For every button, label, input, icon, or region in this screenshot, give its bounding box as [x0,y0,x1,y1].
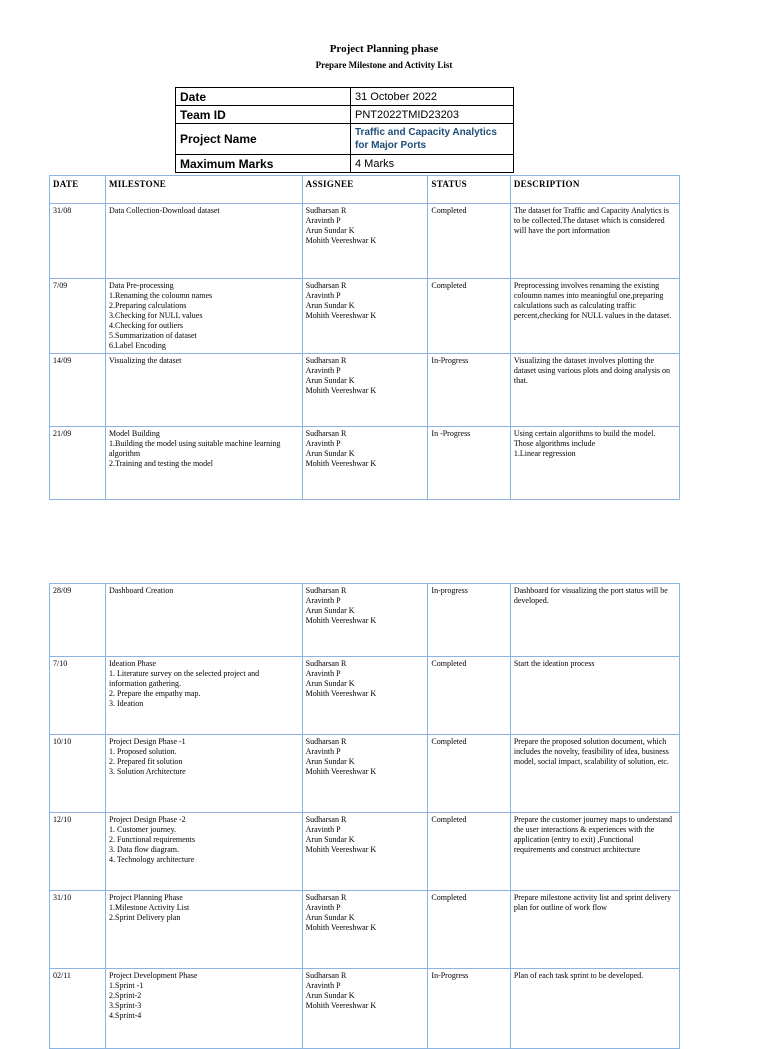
cell-assignee [302,279,428,354]
info-label: Team ID [176,106,351,124]
cell-date-text: 28/09 [53,586,72,595]
cell-milestone-text: Project Design Phase -1 1. Proposed solution. 2. Prepared fit solution 3. Solution Architecture [109,737,186,776]
cell-description [510,279,679,354]
cell-description-text: Using certain algorithms to build the model. Those algorithms include 1.Linear regression [513,429,656,458]
cell-milestone-text: Project Development Phase 1.Sprint -1 2.Sprint-2 3.Sprint-3 4.Sprint-4 [109,971,198,1020]
cell-description-text: Prepare milestone activity list and sprint delivery plan for outline of work flow [513,893,672,912]
cell-date [50,891,106,969]
cell-description [510,204,679,279]
cell-assignee [302,657,428,735]
milestone-rows-page2 [50,584,680,1049]
cell-status [428,657,510,735]
table-row [50,354,680,427]
cell-status-text: Completed [431,893,467,902]
cell-date-text: 12/10 [53,815,72,824]
cell-assignee [302,735,428,813]
table-row [50,427,680,500]
cell-description-text: Prepare the proposed solution document, which includes the novelty, feasibility of idea, business model, social impact, scalability of solution, etc. [513,737,669,766]
cell-date-text: 31/08 [53,206,72,215]
cell-date [50,427,106,500]
table-header-row [50,176,680,204]
cell-milestone [106,279,303,354]
table-row [50,735,680,813]
cell-date [50,735,106,813]
cell-status-text: Completed [431,815,467,824]
cell-status [428,735,510,813]
cell-assignee-text: Sudharsan R Aravinth P Arun Sundar K Mohith Veereshwar K [305,429,377,468]
cell-status [428,969,510,1049]
cell-status [428,427,510,500]
cell-milestone [106,735,303,813]
table-row [50,279,680,354]
cell-milestone [106,354,303,427]
cell-status-text: In -Progress [431,429,471,438]
cell-assignee [302,891,428,969]
page-subtitle: Prepare Milestone and Activity List [315,60,453,70]
column-header-milestone: MILESTONE [106,176,303,204]
cell-date [50,204,106,279]
cell-milestone [106,584,303,657]
table-row [50,584,680,657]
cell-milestone [106,657,303,735]
cell-date-text: 21/09 [53,429,72,438]
table-row [50,969,680,1049]
cell-date-text: 10/10 [53,737,72,746]
table-row [50,813,680,891]
cell-description-text: Plan of each task sprint to be developed. [513,971,644,980]
cell-milestone [106,427,303,500]
cell-assignee-text: Sudharsan R Aravinth P Arun Sundar K Mohith Veereshwar K [305,586,377,625]
column-header-status: STATUS [428,176,510,204]
cell-description-text: Dashboard for visualizing the port status will be developed. [513,586,668,605]
cell-assignee-text: Sudharsan R Aravinth P Arun Sundar K Mohith Veereshwar K [305,971,377,1010]
info-row-max-marks [176,155,514,173]
cell-assignee-text: Sudharsan R Aravinth P Arun Sundar K Mohith Veereshwar K [305,737,377,776]
cell-assignee [302,813,428,891]
cell-status [428,354,510,427]
cell-assignee [302,969,428,1049]
cell-date-text: 31/10 [53,893,72,902]
cell-description [510,354,679,427]
cell-assignee [302,427,428,500]
cell-milestone-text: Data Pre-processing 1.Renaming the coloumn names 2.Preparing calculations 3.Checking for NULL values 4.Checking for outliers 5.Summarization of dataset 6.Label Encoding [109,281,213,350]
cell-description [510,584,679,657]
cell-status [428,584,510,657]
cell-description [510,735,679,813]
cell-description-text: Preprocessing involves renaming the existing coloumn names into meaningful one,preparing calculations such as calculating traffic percent,checking for NULL values in the dataset. [513,281,672,320]
cell-description [510,813,679,891]
cell-milestone [106,891,303,969]
cell-status-text: In-Progress [431,356,469,365]
cell-assignee [302,204,428,279]
cell-assignee-text: Sudharsan R Aravinth P Arun Sundar K Mohith Veereshwar K [305,659,377,698]
cell-milestone-text: Model Building 1.Building the model using suitable machine learning algorithm 2.Training and testing the model [109,429,281,468]
cell-date-text: 7/09 [53,281,68,290]
cell-date [50,969,106,1049]
page-title: Project Planning phase [329,43,439,55]
cell-description [510,891,679,969]
info-label: Date [176,88,351,106]
cell-date [50,279,106,354]
cell-status-text: Completed [431,737,467,746]
cell-status-text: Completed [431,281,467,290]
cell-status [428,204,510,279]
cell-description-text: Prepare the customer journey maps to understand the user interactions & experiences with the application (entry to exit) ,Functional requirements and construct architecture [513,815,673,854]
cell-date-text: 14/09 [53,356,72,365]
cell-milestone-text: Visualizing the dataset [109,356,182,365]
cell-description-text: Start the ideation process [513,659,595,668]
info-value: PNT2022TMID23203 [351,106,514,124]
cell-date [50,354,106,427]
cell-assignee-text: Sudharsan R Aravinth P Arun Sundar K Mohith Veereshwar K [305,815,377,854]
milestone-table [49,175,680,500]
table-row [50,204,680,279]
milestone-table-continued [49,583,680,1049]
info-label: Project Name [176,124,351,155]
milestone-rows-page1 [50,204,680,500]
table-row [50,657,680,735]
info-row-date [176,88,514,106]
info-value: 31 October 2022 [351,88,514,106]
column-header-description: DESCRIPTION [510,176,679,204]
cell-assignee-text: Sudharsan R Aravinth P Arun Sundar K Mohith Veereshwar K [305,893,377,932]
cell-milestone-text: Project Planning Phase 1.Milestone Activity List 2.Sprint Delivery plan [109,893,190,922]
cell-description-text: Visualizing the dataset involves plotting the dataset using various plots and doing analysis on that. [513,356,671,385]
cell-milestone-text: Data Collection-Download dataset [109,206,220,215]
table-row [50,891,680,969]
cell-milestone-text: Project Design Phase -2 1. Customer journey. 2. Functional requirements 3. Data flow diagram. 4. Technology architecture [109,815,195,864]
project-info-table [175,87,514,173]
cell-status-text: In-progress [431,586,468,595]
cell-milestone [106,813,303,891]
column-header-date: DATE [50,176,106,204]
cell-date-text: 02/11 [53,971,71,980]
info-value: Traffic and Capacity Analytics for Major Ports [351,124,514,155]
cell-description [510,657,679,735]
cell-status-text: Completed [431,206,467,215]
info-row-project-name [176,124,514,155]
cell-assignee-text: Sudharsan R Aravinth P Arun Sundar K Mohith Veereshwar K [305,206,377,245]
cell-description-text: The dataset for Traffic and Capacity Analytics is to be collected.The dataset which is considered will have the port information [513,206,669,235]
cell-date [50,584,106,657]
cell-assignee [302,584,428,657]
info-row-team-id [176,106,514,124]
cell-date [50,813,106,891]
cell-milestone-text: Ideation Phase 1. Literature survey on the selected project and information gathering. 2. Prepare the empathy map. 3. Ideation [109,659,260,708]
cell-date-text: 7/10 [53,659,68,668]
info-value: 4 Marks [351,155,514,173]
column-header-assignee: ASSIGNEE [302,176,428,204]
cell-assignee [302,354,428,427]
cell-status [428,813,510,891]
cell-milestone [106,204,303,279]
cell-assignee-text: Sudharsan R Aravinth P Arun Sundar K Mohith Veereshwar K [305,281,377,320]
cell-status-text: In-Progress [431,971,469,980]
cell-status [428,279,510,354]
cell-date [50,657,106,735]
cell-status [428,891,510,969]
cell-assignee-text: Sudharsan R Aravinth P Arun Sundar K Mohith Veereshwar K [305,356,377,395]
cell-description [510,969,679,1049]
cell-milestone-text: Dashboard Creation [109,586,174,595]
cell-status-text: Completed [431,659,467,668]
info-label: Maximum Marks [176,155,351,173]
cell-description [510,427,679,500]
cell-milestone [106,969,303,1049]
